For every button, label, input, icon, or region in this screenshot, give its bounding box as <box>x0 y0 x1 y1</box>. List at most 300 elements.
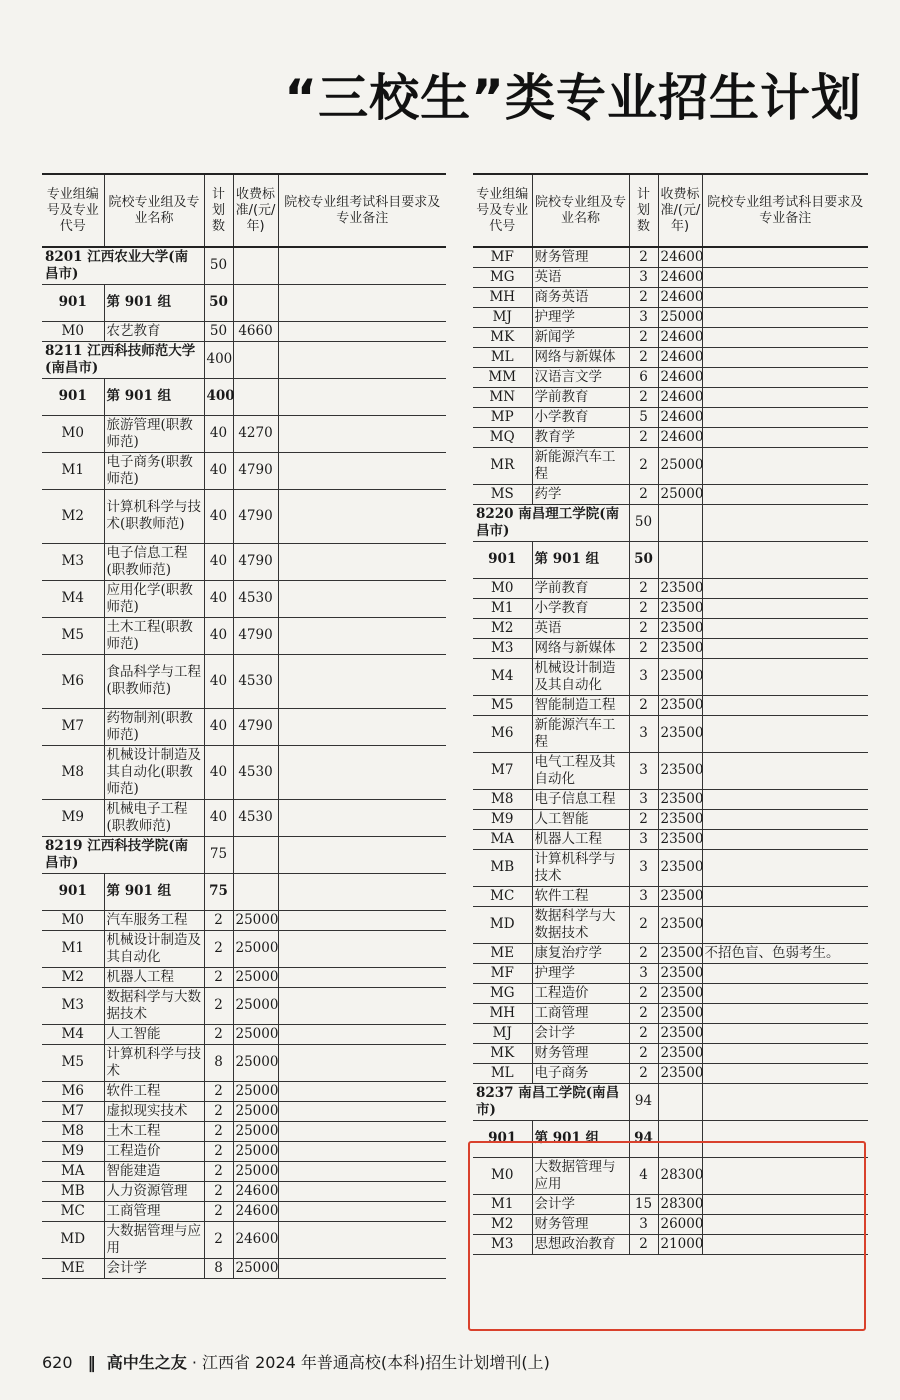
plan-count: 2 <box>204 910 233 930</box>
fee-cell: 23500 <box>658 963 702 983</box>
table-row <box>473 247 868 267</box>
major-name: 数据科学与大数据技术 <box>104 987 204 1024</box>
major-code: M8 <box>42 1121 104 1141</box>
plan-count: 3 <box>629 658 658 695</box>
table-row <box>42 745 446 799</box>
major-code: MD <box>473 906 532 943</box>
major-name: 数据科学与大数据技术 <box>532 906 629 943</box>
major-name: 土木工程 <box>104 1121 204 1141</box>
major-code: MJ <box>473 307 532 327</box>
plan-count: 50 <box>629 504 658 541</box>
table-row <box>42 1081 446 1101</box>
table-row <box>42 543 446 580</box>
major-name: 小学教育 <box>532 407 629 427</box>
table-row <box>42 1161 446 1181</box>
major-name: 人工智能 <box>104 1024 204 1044</box>
plan-count: 2 <box>204 1141 233 1161</box>
fee-cell: 28300 <box>658 1194 702 1214</box>
major-name: 英语 <box>532 267 629 287</box>
plan-count: 2 <box>629 809 658 829</box>
fee-cell: 4790 <box>233 489 278 543</box>
plan-count: 2 <box>204 1081 233 1101</box>
plan-count: 40 <box>204 708 233 745</box>
table-row <box>473 484 868 504</box>
table-row <box>473 367 868 387</box>
major-code: M1 <box>42 452 104 489</box>
remark-cell <box>702 1120 868 1157</box>
table-row <box>473 715 868 752</box>
major-name: 网络与新媒体 <box>532 638 629 658</box>
remark-cell <box>278 873 446 910</box>
fee-cell: 24600 <box>233 1181 278 1201</box>
fee-cell: 23500 <box>658 943 702 963</box>
major-name: 药物制剂(职教师范) <box>104 708 204 745</box>
fee-cell: 25000 <box>233 1121 278 1141</box>
remark-cell <box>278 836 446 873</box>
remark-cell <box>702 347 868 367</box>
plan-count: 50 <box>204 247 233 284</box>
plan-count: 50 <box>204 321 233 341</box>
remark-cell <box>702 447 868 484</box>
major-code: MN <box>473 387 532 407</box>
table-row <box>42 489 446 543</box>
plan-count: 40 <box>204 745 233 799</box>
header-plan: 计划数 <box>204 174 233 247</box>
major-name: 人工智能 <box>532 809 629 829</box>
major-code: 901 <box>42 284 104 321</box>
major-name: 智能制造工程 <box>532 695 629 715</box>
plan-count: 40 <box>204 580 233 617</box>
table-row <box>473 829 868 849</box>
remark-cell <box>278 1101 446 1121</box>
fee-cell: 4790 <box>233 617 278 654</box>
plan-count: 8 <box>204 1044 233 1081</box>
major-name: 电子商务 <box>532 1063 629 1083</box>
major-name: 财务管理 <box>532 247 629 267</box>
fee-cell: 23500 <box>658 849 702 886</box>
major-name: 学前教育 <box>532 387 629 407</box>
major-code: 901 <box>473 1120 532 1157</box>
left-table-body <box>42 247 446 1278</box>
major-code: MG <box>473 267 532 287</box>
plan-count: 15 <box>629 1194 658 1214</box>
table-row <box>473 695 868 715</box>
major-code: MA <box>473 829 532 849</box>
plan-count: 2 <box>629 983 658 1003</box>
plan-count: 2 <box>629 638 658 658</box>
fee-cell: 24600 <box>658 247 702 267</box>
fee-cell: 25000 <box>233 1081 278 1101</box>
major-code: M7 <box>42 1101 104 1121</box>
remark-cell <box>278 415 446 452</box>
plan-count: 40 <box>204 654 233 708</box>
major-code: M8 <box>42 745 104 799</box>
major-code: MA <box>42 1161 104 1181</box>
remark-cell <box>278 654 446 708</box>
fee-cell: 25000 <box>233 987 278 1024</box>
remark-cell <box>702 578 868 598</box>
header-code: 专业组编号及专业代号 <box>473 174 532 247</box>
fee-cell: 23500 <box>658 715 702 752</box>
remark-cell <box>702 789 868 809</box>
major-name: 机械设计制造及其自动化 <box>532 658 629 695</box>
table-header <box>473 174 868 247</box>
fee-cell: 25000 <box>233 1044 278 1081</box>
table-row <box>473 427 868 447</box>
plan-count: 2 <box>629 578 658 598</box>
table-row <box>473 789 868 809</box>
fee-cell: 4660 <box>233 321 278 341</box>
header-remark: 院校专业组考试科目要求及专业备注 <box>278 174 446 247</box>
major-name: 第 901 组 <box>532 541 629 578</box>
remark-cell <box>278 1024 446 1044</box>
major-name: 会计学 <box>532 1194 629 1214</box>
major-name: 工程造价 <box>104 1141 204 1161</box>
remark-cell <box>702 1003 868 1023</box>
plan-count: 2 <box>204 1161 233 1181</box>
major-code: M2 <box>473 1214 532 1234</box>
fee-cell <box>658 504 702 541</box>
remark-cell <box>702 886 868 906</box>
table-row <box>473 407 868 427</box>
remark-cell <box>702 963 868 983</box>
plan-count: 2 <box>629 1043 658 1063</box>
remark-cell <box>702 752 868 789</box>
table-row <box>473 387 868 407</box>
major-code: MM <box>473 367 532 387</box>
remark-cell <box>702 1023 868 1043</box>
institution-name: 8237 南昌工学院(南昌市) <box>473 1083 629 1120</box>
plan-count: 2 <box>204 1121 233 1141</box>
fee-cell: 25000 <box>658 447 702 484</box>
table-row <box>42 1044 446 1081</box>
header-plan: 计划数 <box>629 174 658 247</box>
major-name: 财务管理 <box>532 1214 629 1234</box>
plan-count: 3 <box>629 1214 658 1234</box>
major-code: ME <box>473 943 532 963</box>
major-name: 第 901 组 <box>104 284 204 321</box>
major-name: 机械电子工程(职教师范) <box>104 799 204 836</box>
table-row <box>42 1101 446 1121</box>
major-name: 人力资源管理 <box>104 1181 204 1201</box>
fee-cell: 24600 <box>658 387 702 407</box>
fee-cell: 25000 <box>233 910 278 930</box>
table-row <box>473 287 868 307</box>
table-row <box>473 267 868 287</box>
fee-cell: 25000 <box>233 1141 278 1161</box>
major-name: 英语 <box>532 618 629 638</box>
remark-cell <box>702 307 868 327</box>
major-name: 康复治疗学 <box>532 943 629 963</box>
fee-cell: 4790 <box>233 708 278 745</box>
remark-cell <box>702 484 868 504</box>
header-name: 院校专业组及专业名称 <box>104 174 204 247</box>
major-name: 农艺教育 <box>104 321 204 341</box>
major-name: 工程造价 <box>532 983 629 1003</box>
fee-cell: 23500 <box>658 638 702 658</box>
major-name: 学前教育 <box>532 578 629 598</box>
remark-cell <box>702 367 868 387</box>
fee-cell: 4790 <box>233 452 278 489</box>
table-row <box>473 638 868 658</box>
plan-count: 2 <box>629 1023 658 1043</box>
major-code: M3 <box>42 987 104 1024</box>
major-code: MR <box>473 447 532 484</box>
fee-cell: 24600 <box>658 287 702 307</box>
major-code: MK <box>473 327 532 347</box>
major-code: M4 <box>42 580 104 617</box>
remark-cell <box>702 695 868 715</box>
remark-cell <box>278 708 446 745</box>
major-code: MC <box>473 886 532 906</box>
major-code: ML <box>473 347 532 367</box>
major-code: M2 <box>42 489 104 543</box>
major-name: 计算机科学与技术 <box>532 849 629 886</box>
major-name: 机器人工程 <box>532 829 629 849</box>
fee-cell: 28300 <box>658 1157 702 1194</box>
major-code: M2 <box>473 618 532 638</box>
fee-cell: 4530 <box>233 799 278 836</box>
fee-cell <box>658 1120 702 1157</box>
table-row <box>42 617 446 654</box>
fee-cell <box>233 836 278 873</box>
plan-count: 2 <box>629 1063 658 1083</box>
fee-cell: 25000 <box>233 1024 278 1044</box>
plan-count: 40 <box>204 489 233 543</box>
header-remark: 院校专业组考试科目要求及专业备注 <box>702 174 868 247</box>
major-name: 食品科学与工程(职教师范) <box>104 654 204 708</box>
major-name: 第 901 组 <box>104 873 204 910</box>
major-name: 旅游管理(职教师范) <box>104 415 204 452</box>
fee-cell: 23500 <box>658 658 702 695</box>
plan-count: 94 <box>629 1120 658 1157</box>
table-row <box>42 910 446 930</box>
table-row <box>42 1024 446 1044</box>
publication-logo: 高中生之友 <box>106 1353 187 1372</box>
fee-cell: 4530 <box>233 654 278 708</box>
fee-cell: 24600 <box>658 327 702 347</box>
table-row <box>473 347 868 367</box>
remark-cell <box>702 541 868 578</box>
table-row <box>473 618 868 638</box>
plan-count: 6 <box>629 367 658 387</box>
plan-count: 400 <box>204 341 233 378</box>
group-row <box>42 284 446 321</box>
remark-cell <box>702 247 868 267</box>
remark-cell <box>278 452 446 489</box>
major-name: 软件工程 <box>532 886 629 906</box>
fee-cell: 4790 <box>233 543 278 580</box>
fee-cell <box>233 341 278 378</box>
plan-count: 2 <box>629 618 658 638</box>
fee-cell: 23500 <box>658 598 702 618</box>
fee-cell: 24600 <box>658 367 702 387</box>
major-code: M5 <box>42 1044 104 1081</box>
table-row <box>473 1063 868 1083</box>
major-name: 思想政治教育 <box>532 1234 629 1254</box>
fee-cell <box>233 247 278 284</box>
major-name: 汉语言文学 <box>532 367 629 387</box>
major-name: 工商管理 <box>532 1003 629 1023</box>
plan-count: 3 <box>629 886 658 906</box>
major-name: 智能建造 <box>104 1161 204 1181</box>
major-name: 会计学 <box>104 1258 204 1278</box>
major-name: 电子信息工程 <box>532 789 629 809</box>
fee-cell: 23500 <box>658 695 702 715</box>
major-code: MC <box>42 1201 104 1221</box>
major-code: M1 <box>473 1194 532 1214</box>
remark-cell <box>278 247 446 284</box>
remark-cell <box>702 387 868 407</box>
table-row <box>473 1157 868 1194</box>
remark-cell <box>702 327 868 347</box>
plan-count: 3 <box>629 715 658 752</box>
remark-cell <box>702 267 868 287</box>
fee-cell: 4530 <box>233 580 278 617</box>
table-header <box>42 174 446 247</box>
plan-count: 40 <box>204 799 233 836</box>
table-row <box>42 1121 446 1141</box>
header-fee: 收费标准/(元/年) <box>233 174 278 247</box>
major-name: 财务管理 <box>532 1043 629 1063</box>
plan-count: 2 <box>629 347 658 367</box>
plan-count: 2 <box>204 1221 233 1258</box>
major-name: 商务英语 <box>532 287 629 307</box>
plan-count: 8 <box>204 1258 233 1278</box>
table-row <box>42 967 446 987</box>
plan-count: 40 <box>204 452 233 489</box>
plan-count: 2 <box>629 387 658 407</box>
remark-cell <box>702 1063 868 1083</box>
fee-cell: 4530 <box>233 745 278 799</box>
remark-cell <box>702 906 868 943</box>
fee-cell: 23500 <box>658 1043 702 1063</box>
major-name: 护理学 <box>532 307 629 327</box>
plan-count: 40 <box>204 617 233 654</box>
fee-cell: 24600 <box>233 1201 278 1221</box>
plan-count: 50 <box>204 284 233 321</box>
institution-name: 8219 江西科技学院(南昌市) <box>42 836 204 873</box>
fee-cell: 24600 <box>658 347 702 367</box>
plan-count: 3 <box>629 267 658 287</box>
plan-count: 3 <box>629 789 658 809</box>
table-row <box>473 1194 868 1214</box>
fee-cell: 23500 <box>658 618 702 638</box>
major-code: MP <box>473 407 532 427</box>
group-row <box>42 378 446 415</box>
remark-cell <box>702 287 868 307</box>
major-code: M0 <box>42 415 104 452</box>
plan-count: 3 <box>629 829 658 849</box>
fee-cell: 23500 <box>658 886 702 906</box>
remark-cell <box>278 967 446 987</box>
remark-cell <box>278 1181 446 1201</box>
fee-cell <box>233 284 278 321</box>
table-row <box>473 1023 868 1043</box>
table-row <box>473 943 868 963</box>
plan-count: 2 <box>629 598 658 618</box>
group-row <box>473 541 868 578</box>
fee-cell: 23500 <box>658 1003 702 1023</box>
major-name: 第 901 组 <box>104 378 204 415</box>
major-code: M6 <box>42 654 104 708</box>
table-row <box>42 415 446 452</box>
table-row <box>473 327 868 347</box>
table-row <box>42 708 446 745</box>
table-row <box>473 963 868 983</box>
page-title: “三校生”类专业招生计划 <box>284 69 862 127</box>
remark-cell <box>278 799 446 836</box>
remark-cell <box>278 341 446 378</box>
remark-cell <box>702 407 868 427</box>
plan-count: 2 <box>204 987 233 1024</box>
fee-cell <box>658 541 702 578</box>
plan-count: 3 <box>629 307 658 327</box>
fee-cell <box>658 1083 702 1120</box>
major-name: 电子信息工程(职教师范) <box>104 543 204 580</box>
remark-cell <box>278 745 446 799</box>
table-row <box>42 799 446 836</box>
plan-count: 2 <box>629 447 658 484</box>
header-code: 专业组编号及专业代号 <box>42 174 104 247</box>
remark-cell <box>278 1161 446 1181</box>
remark-cell <box>702 504 868 541</box>
institution-row <box>42 247 446 284</box>
fee-cell: 21000 <box>658 1234 702 1254</box>
major-name: 新能源汽车工程 <box>532 715 629 752</box>
plan-count: 2 <box>629 906 658 943</box>
remark-cell <box>278 1258 446 1278</box>
remark-cell <box>278 910 446 930</box>
table-row <box>42 930 446 967</box>
major-code: M0 <box>42 321 104 341</box>
fee-cell: 23500 <box>658 1023 702 1043</box>
remark-cell <box>702 638 868 658</box>
major-code: MG <box>473 983 532 1003</box>
remark-cell <box>278 1201 446 1221</box>
table-row <box>473 809 868 829</box>
table-row <box>473 886 868 906</box>
major-name: 虚拟现实技术 <box>104 1101 204 1121</box>
remark-cell <box>702 1214 868 1234</box>
institution-row <box>42 341 446 378</box>
fee-cell: 23500 <box>658 789 702 809</box>
group-row <box>473 1120 868 1157</box>
major-code: M0 <box>473 578 532 598</box>
major-code: MD <box>42 1221 104 1258</box>
fee-cell: 26000 <box>658 1214 702 1234</box>
plan-count: 2 <box>629 427 658 447</box>
remark-cell <box>278 1141 446 1161</box>
plan-count: 2 <box>629 247 658 267</box>
plan-count: 2 <box>629 1003 658 1023</box>
fee-cell: 24600 <box>658 407 702 427</box>
institution-name: 8201 江西农业大学(南昌市) <box>42 247 204 284</box>
major-code: M6 <box>473 715 532 752</box>
major-code: M4 <box>473 658 532 695</box>
table-row <box>473 307 868 327</box>
remark-cell <box>702 1234 868 1254</box>
remark-cell <box>702 658 868 695</box>
major-code: MH <box>473 287 532 307</box>
major-name: 汽车服务工程 <box>104 910 204 930</box>
major-code: 901 <box>473 541 532 578</box>
major-name: 计算机科学与技术(职教师范) <box>104 489 204 543</box>
fee-cell: 25000 <box>658 484 702 504</box>
major-code: M9 <box>42 799 104 836</box>
table-row <box>42 987 446 1024</box>
plan-count: 3 <box>629 752 658 789</box>
